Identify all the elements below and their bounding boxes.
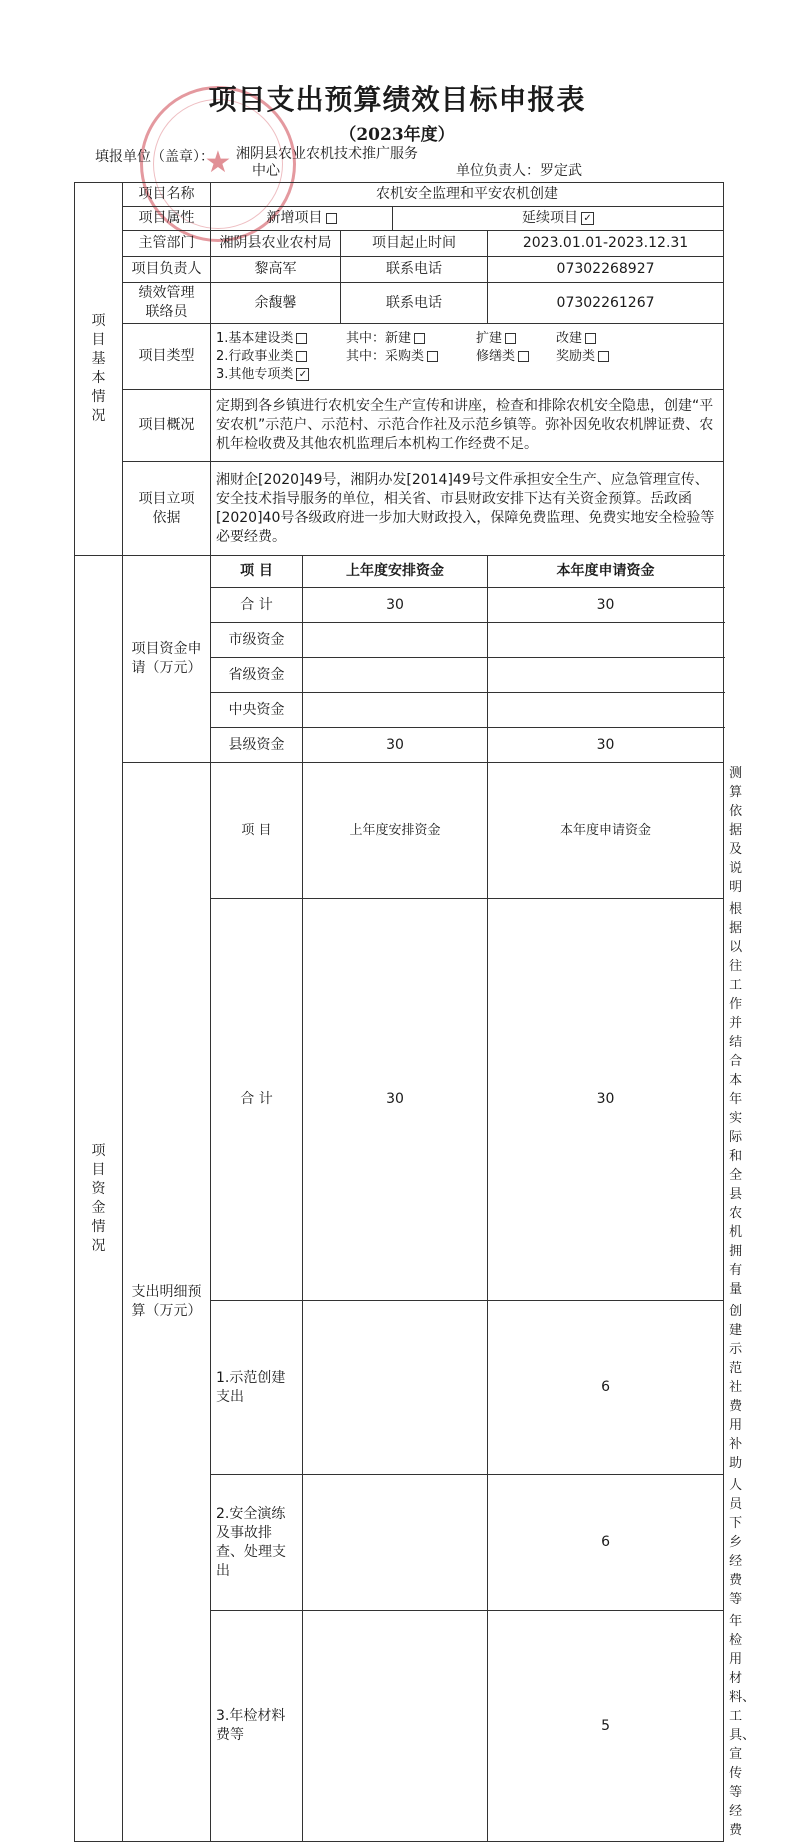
perf-phone: 07302261267: [488, 283, 724, 324]
unit-name-line1: 湘阴县农业农机技术推广服务: [236, 146, 418, 162]
apply-label: 项目资金申 请（万元）: [123, 556, 211, 763]
funds-head-this: 本年度申请资金: [488, 556, 724, 588]
overview-label: 项目概况: [123, 390, 211, 462]
detail-label: 支出明细预 算（万元）: [123, 763, 211, 1842]
project-attr-label: 项目属性: [123, 207, 211, 231]
project-name-label: 项目名称: [123, 183, 211, 207]
row-overview: [75, 390, 724, 462]
table-row: 合 计 30 30: [75, 588, 724, 623]
row-project-type: [75, 324, 724, 390]
unit-name-line2: 中心: [252, 163, 280, 179]
table-row: 省级资金: [75, 658, 724, 693]
table-row: 合 计 30 30 根据以往工作并结合本年实际和全县农机拥有量: [75, 899, 724, 1301]
perf-phone-label: 联系电话: [341, 283, 488, 324]
basis-text: 湘财企[2020]49号，湘阴办发[2014]49号文件承担安全生产、应急管理宣传、安全技术指导服务的单位，相关省、市县财政安排下达有关资金预算。岳政函[2020]40号各级政府进一步加大财政投入，保障免费监理、免费实地安全检验等必要经费。: [211, 462, 724, 556]
checkbox-new-icon: [326, 213, 337, 224]
dept-value: 湘阴县农业农村局: [211, 231, 341, 257]
table-row: 1.示范创建支出 6 创建示范社费用补助: [75, 1301, 724, 1475]
checkbox-checked-icon: ✓: [296, 368, 309, 381]
type-label: 项目类型: [123, 324, 211, 390]
basis-label: 项目立项 依据: [123, 462, 211, 556]
period-label: 项目起止时间: [341, 231, 488, 257]
detail-head-item: 项 目: [211, 763, 303, 899]
detail-head-last: 上年度安排资金: [303, 763, 488, 899]
checkbox-checked-icon: ✓: [581, 212, 594, 225]
budget-table: [74, 182, 756, 1842]
section-funds-label: 项 目 资 金 情 况: [75, 556, 123, 1842]
funds-head-item: 项 目: [211, 556, 303, 588]
attr-new: 新增项目: [211, 207, 393, 231]
perf-label: 绩效管理 联络员: [123, 283, 211, 324]
responsible-person: [456, 160, 582, 180]
page-title: 项目支出预算绩效目标申报表: [208, 83, 586, 116]
seal-star-icon: ★: [204, 145, 232, 180]
unit-label: 填报单位（盖章）：: [95, 149, 214, 165]
table-row: 2.安全演练及事故排查、处理支出 6 人员下乡经费等: [75, 1475, 724, 1611]
page-year: （2023年度）: [339, 125, 455, 145]
responsible-name: 罗定武: [540, 163, 582, 179]
leader-phone-label: 联系电话: [341, 257, 488, 283]
table-row: 3.年检材料费等 5 年检用材料、工具、宣传等经费: [75, 1611, 724, 1842]
leader-label: 项目负责人: [123, 257, 211, 283]
row-leader: [75, 257, 724, 283]
table-row: 县级资金 30 30: [75, 728, 724, 763]
attr-continue: 延续项目 ✓: [393, 207, 724, 231]
row-project-attr: [75, 207, 724, 231]
type-options: 1.基本建设类 其中：新建 扩建 改建 2.行政事业类 其中：采购类 修缮类 奖励类 3.其他专项类 ✓: [211, 324, 724, 390]
funds-head-last: 上年度安排资金: [303, 556, 488, 588]
detail-head-this: 本年度申请资金: [488, 763, 724, 899]
table-row: 中央资金: [75, 693, 724, 728]
leader-value: 黎高军: [211, 257, 341, 283]
section-basic-label: 项 目 基 本 情 况: [75, 183, 123, 556]
row-funds-head: [75, 556, 724, 588]
leader-phone: 07302268927: [488, 257, 724, 283]
period-value: 2023.01.01-2023.12.31: [488, 231, 724, 257]
unit-name: [236, 146, 446, 180]
row-basis: [75, 462, 724, 556]
project-name-value: 农机安全监理和平安农机创建: [211, 183, 724, 207]
dept-label: 主管部门: [123, 231, 211, 257]
overview-text: 定期到各乡镇进行农机安全生产宣传和讲座，检查和排除农机安全隐患，创建“平安农机”示范户、示范村、示范合作社及示范乡镇等。弥补因免收农机牌证费、农机年检收费及其他农机监理后本机构工作经费不足。: [211, 390, 724, 462]
perf-value: 余馥馨: [211, 283, 341, 324]
responsible-label: 单位负责人：: [456, 163, 540, 179]
row-perf-contact: [75, 283, 724, 324]
row-project-name: [75, 183, 724, 207]
row-detail-head: 支出明细预 算（万元） 项 目 上年度安排资金 本年度申请资金 测算依据及说明: [75, 763, 724, 899]
row-dept: [75, 231, 724, 257]
table-row: 市级资金: [75, 623, 724, 658]
